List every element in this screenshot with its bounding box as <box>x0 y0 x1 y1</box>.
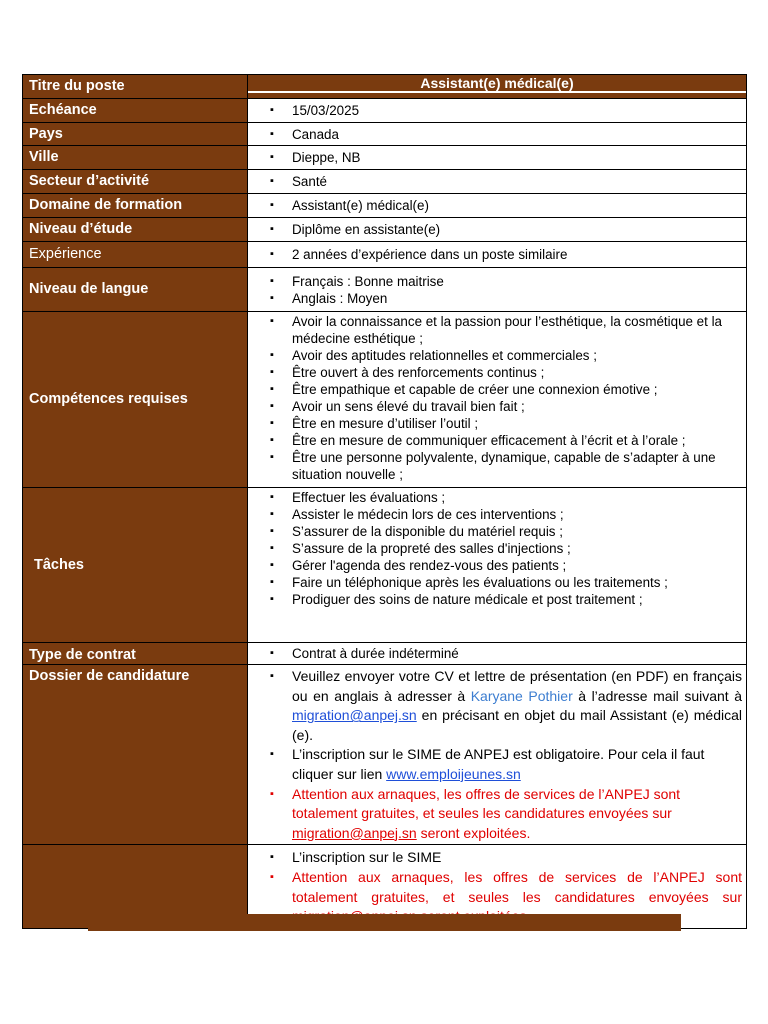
label-pays: Pays <box>23 123 248 146</box>
row-experience <box>23 242 747 268</box>
tasks-list <box>270 489 742 608</box>
job-offer-table <box>22 74 747 929</box>
row-echeance <box>23 99 747 123</box>
language-item: ▪ Anglais : Moyen <box>270 290 742 307</box>
row-titre <box>23 75 747 99</box>
contract-value: ▪ Contrat à durée indéterminé <box>270 645 742 662</box>
row-competences <box>23 312 747 488</box>
label-competences: Compétences requises <box>23 312 248 488</box>
task-item: ▪ Faire un téléphonique après les évaluations ou les traitements ; <box>270 574 742 591</box>
footer-bar <box>88 914 681 931</box>
deadline-value: ▪ 15/03/2025 <box>270 102 742 119</box>
skill-item: ▪ Avoir la connaissance et la passion pour l’esthétique, la cosmétique et la médecine esthétique ; <box>270 313 742 347</box>
task-item: ▪ Prodiguer des soins de nature médicale et post traitement ; <box>270 591 742 608</box>
label-secteur: Secteur d’activité <box>23 170 248 194</box>
task-item: ▪ Effectuer les évaluations ; <box>270 489 742 506</box>
skill-item: ▪ Avoir des aptitudes relationnelles et commerciales ; <box>270 347 742 364</box>
city-value: ▪ Dieppe, NB <box>270 149 742 166</box>
skills-list <box>270 313 742 483</box>
skill-item: ▪ Être en mesure d’utiliser l’outil ; <box>270 415 742 432</box>
skill-item: ▪ Avoir un sens élevé du travail bien fait ; <box>270 398 742 415</box>
scam-warning: ▪ Attention aux arnaques, les offres de services de l’ANPEJ sont totalement gratuites, et seules les candidatures envoyées sur <box>270 868 742 927</box>
sime-registration-note: ▪ L’inscription sur le SIME de ANPEJ est obligatoire. Pour cela il faut cliquer sur lien www.emploijeunes.sn <box>270 745 742 784</box>
label-echeance: Echéance <box>23 99 248 123</box>
job-title: Assistant(e) médical(e) <box>248 75 746 93</box>
task-item: ▪ Gérer l'agenda des rendez-vous des patients ; <box>270 557 742 574</box>
email-link[interactable]: migration@anpej.sn <box>292 707 417 724</box>
label-niveau-etude: Niveau d’étude <box>23 218 248 242</box>
task-item: ▪ Assister le médecin lors de ces interventions ; <box>270 506 742 523</box>
row-secteur <box>23 170 747 194</box>
row-niveau-etude <box>23 218 747 242</box>
experience-value: ▪ 2 années d’expérience dans un poste similaire <box>270 246 742 263</box>
website-link[interactable]: www.emploijeunes.sn <box>386 765 521 782</box>
scam-warning: ▪ Attention aux arnaques, les offres de services de l’ANPEJ sont totalement gratuites, et seules les candidatures envoyées sur migration@anpej.sn seront exploitées. <box>270 785 742 844</box>
label-dossier: Dossier de candidature <box>23 665 248 845</box>
sector-value: ▪ Santé <box>270 173 742 190</box>
job-title-cell <box>248 75 747 99</box>
skill-item: ▪ Être en mesure de communiquer efficacement à l’écrit et à l’orale ; <box>270 432 742 449</box>
label-taches <box>23 488 248 643</box>
contact-person: Karyane Pothier <box>470 687 573 704</box>
application-instruction: ▪ Veuillez envoyer votre CV et lettre de présentation (en PDF) en français ou en anglais à adresser à Karyane Pothier à l’adresse mail suivant à migration@anpej.sn en précisant en objet du mail Assistant (e) médical (e). <box>270 667 742 745</box>
label-langue: Niveau de langue <box>23 268 248 312</box>
label-titre: Titre du poste <box>23 75 248 99</box>
task-item: ▪ S’assurer de la disponible du matériel requis ; <box>270 523 742 540</box>
skill-item: ▪ Être empathique et capable de créer une connexion émotive ; <box>270 381 742 398</box>
skill-item: ▪ Être ouvert à des renforcements continus ; <box>270 364 742 381</box>
row-ville <box>23 146 747 170</box>
label-taches-text: Tâches <box>34 556 84 573</box>
label-domaine: Domaine de formation <box>23 194 248 218</box>
education-level-value: ▪ Diplôme en assistante(e) <box>270 221 742 238</box>
task-item: ▪ S’assure de la propreté des salles d'injections ; <box>270 540 742 557</box>
row-langue <box>23 268 747 312</box>
row-contrat <box>23 643 747 665</box>
row-taches <box>23 488 747 643</box>
row-pays <box>23 123 747 146</box>
email-link[interactable]: migration@anpej.sn <box>292 824 417 841</box>
country-value: ▪ Canada <box>270 126 742 143</box>
label-contrat: Type de contrat <box>23 643 248 665</box>
job-offer-sheet <box>22 74 747 929</box>
skill-item: ▪ Être une personne polyvalente, dynamique, capable de s’adapter à une situation nouvelle ; <box>270 449 742 483</box>
row-dossier <box>23 665 747 845</box>
row-domaine <box>23 194 747 218</box>
training-field-value: ▪ Assistant(e) médical(e) <box>270 197 742 214</box>
label-experience: Expérience <box>23 242 248 268</box>
language-item: ▪ Français : Bonne maitrise <box>270 273 742 290</box>
label-ville: Ville <box>23 146 248 170</box>
sime-registration-note: ▪ L’inscription sur le SIME <box>270 848 742 868</box>
